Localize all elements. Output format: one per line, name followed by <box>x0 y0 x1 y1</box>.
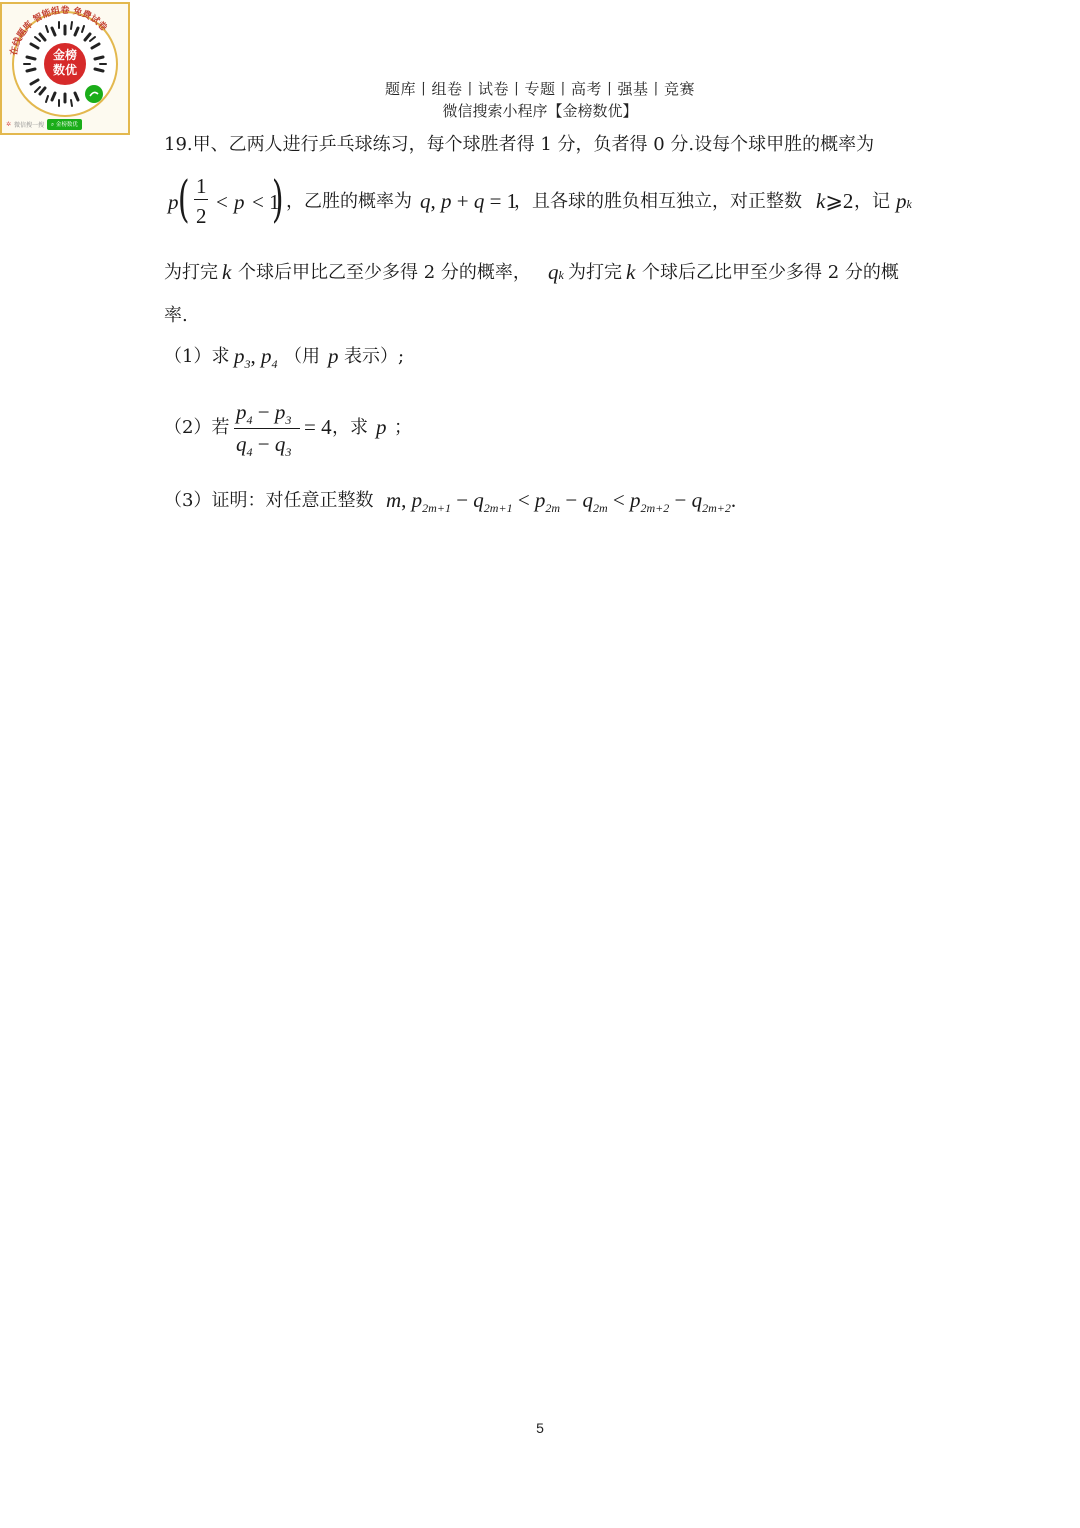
problem-line-1: 19.甲、乙两人进行乒乓球练习，每个球胜者得 1 分，负者得 0 分.设每个球甲胜的概率为 <box>164 134 875 155</box>
page-number: 5 <box>536 1420 544 1436</box>
line2-text-2: ，且各球的胜负相互独立，对正整数 <box>514 191 802 212</box>
left-paren: ( <box>177 170 190 228</box>
math-lt: < <box>216 190 228 214</box>
problem-line-3 <box>164 260 924 288</box>
q2-text-1: （2）若 <box>164 417 230 438</box>
line3-text-1: 为打完 <box>164 262 218 283</box>
fraction-bar-2 <box>234 428 300 429</box>
problem-line-4: 率. <box>164 305 188 326</box>
math-eq-4: = 4 <box>304 415 332 439</box>
logo-footer-label: 微信搜一搜 <box>14 121 45 129</box>
math-k-2: k <box>626 260 636 284</box>
fraction-bar <box>194 199 208 200</box>
frac-numerator: $p_4 - p_3$ <box>236 400 292 427</box>
math-p: p <box>168 190 179 214</box>
math-q-k: qk <box>548 260 564 284</box>
wechat-search-icon: ✲ <box>6 120 12 128</box>
q1-text-2: （用 <box>284 346 320 367</box>
logo-arc-text: 在线题库 智能组卷 免费试卷 <box>9 6 109 57</box>
logo-badge-line2: 数优 <box>52 63 77 77</box>
logo-search-text: 金榜数优 <box>55 121 78 128</box>
right-paren: ) <box>271 170 284 228</box>
header-nav: 题库丨组卷丨试卷丨专题丨高考丨强基丨竞赛 <box>384 80 695 98</box>
frac-den-2: 2 <box>196 204 207 228</box>
math-p-2: p <box>234 190 245 214</box>
math-inequality: m, $p_{2m+1} - q_{2m+1} < p_{2m} - q_{2m} < p_{2m+2} - q_{2m+2}$. <box>386 488 737 515</box>
line3-text-4: 个球后乙比甲至少多得 2 分的概 <box>642 262 899 283</box>
frac-denominator: $q_4 - q_3$ <box>236 432 292 459</box>
question-2 <box>164 400 564 460</box>
math-p3-p4: $p_3$, $p_4$ <box>234 344 278 371</box>
question-1 <box>164 344 564 372</box>
line2-text-1: ，乙胜的概率为 <box>286 191 412 212</box>
question-3 <box>164 488 964 518</box>
math-k-geq-2: k⩾2 <box>816 189 854 213</box>
math-lt-2: < 1 <box>252 190 280 214</box>
line2-text-3: ，记 <box>854 191 890 212</box>
q3-text-1: （3）证明：对任意正整数 <box>164 490 374 511</box>
logo-search-box: ⌕ 金榜数优 <box>47 119 82 130</box>
math-p-q1: p <box>328 344 339 368</box>
q2-text-3: ； <box>394 417 412 438</box>
math-q-p-q: q, p + q = 1 <box>420 189 518 213</box>
line3-text-2: 个球后甲比乙至少多得 2 分的概率， <box>238 262 531 283</box>
q1-text-1: （1）求 <box>164 346 230 367</box>
math-p-q2: p <box>376 415 387 439</box>
logo-badge-line1: 金榜 <box>52 48 77 62</box>
header-subtitle: 微信搜索小程序【金榜数优】 <box>442 102 638 120</box>
q1-text-3: 表示）; <box>344 346 405 367</box>
q2-text-2: ，求 <box>332 417 368 438</box>
math-k: k <box>222 260 232 284</box>
problem-line-2 <box>164 170 924 234</box>
math-p-k: pk <box>896 189 912 213</box>
frac-num-1: 1 <box>196 174 207 198</box>
line3-text-3: 为打完 <box>568 262 622 283</box>
